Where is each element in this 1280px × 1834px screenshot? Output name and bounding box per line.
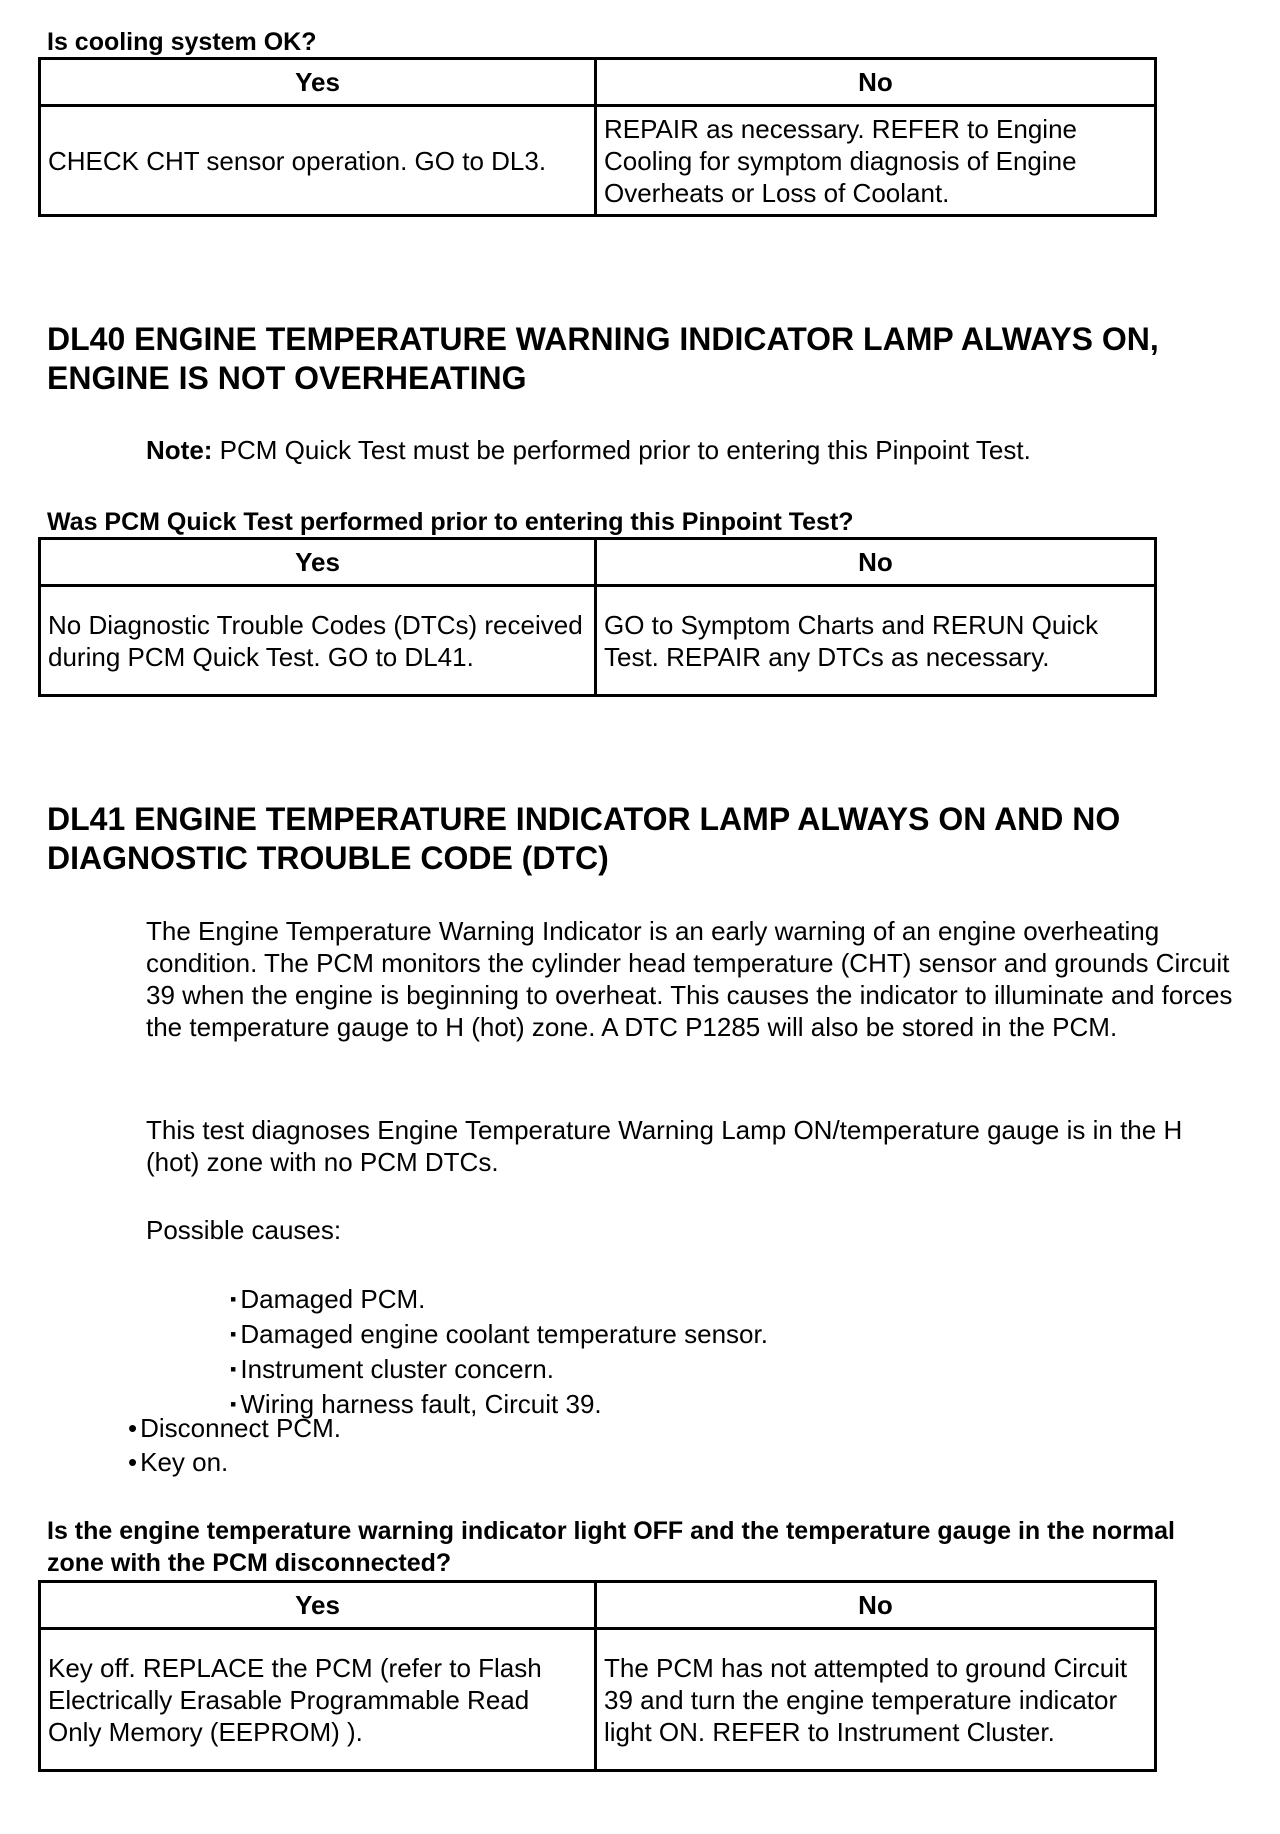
cooling-decision-table	[38, 57, 1157, 217]
possible-causes-list	[230, 1283, 768, 1423]
no-header: No	[596, 59, 1156, 106]
question-cooling-system: Is cooling system OK?	[47, 28, 317, 56]
dl41-heading: DL41 ENGINE TEMPERATURE INDICATOR LAMP ALWAYS ON AND NO DIAGNOSTIC TROUBLE CODE (DTC)	[47, 801, 1121, 876]
indicator-decision-table	[38, 1580, 1157, 1772]
no-action: REPAIR as necessary. REFER to Engine Cooling for symptom diagnosis of Engine Overheats or Loss of Coolant.	[596, 106, 1156, 216]
yes-action: Key off. REPLACE the PCM (refer to Flash Electrically Erasable Programmable Read Only Memory (EEPROM) ).	[40, 1629, 596, 1771]
no-action: The PCM has not attempted to ground Circuit 39 and turn the engine temperature indicator light ON. REFER to Instrument Cluster.	[596, 1629, 1156, 1771]
question-quick-test: Was PCM Quick Test performed prior to entering this Pinpoint Test?	[47, 508, 854, 536]
yes-header: Yes	[40, 1582, 596, 1629]
question-indicator-off: Is the engine temperature warning indicator light OFF and the temperature gauge in the normal zone with the PCM disconnected?	[47, 1517, 1175, 1577]
list-item: ▪ Damaged PCM.	[230, 1283, 768, 1318]
yes-action: CHECK CHT sensor operation. GO to DL3.	[40, 106, 596, 216]
yes-header: Yes	[40, 59, 596, 106]
yes-header: Yes	[40, 539, 596, 586]
quick-test-decision-table	[38, 537, 1157, 697]
possible-causes-label: Possible causes:	[146, 1215, 342, 1245]
note-text: PCM Quick Test must be performed prior to entering this Pinpoint Test.	[212, 435, 1031, 465]
no-header: No	[596, 1582, 1156, 1629]
dl41-description: The Engine Temperature Warning Indicator is an early warning of an engine overheating condition. The PCM monitors the cylinder head temperature (CHT) sensor and grounds Circuit 39 when the engine is beginning to overheat. This causes the indicator to illuminate and forces the temperature gauge to H (hot) zone. A DTC P1285 will also be stored in the PCM.	[146, 916, 1233, 1042]
note-label: Note:	[146, 435, 213, 465]
yes-action: No Diagnostic Trouble Codes (DTCs) received during PCM Quick Test. GO to DL41.	[40, 586, 596, 696]
list-item: ▪ Wiring harness fault, Circuit 39.	[230, 1388, 768, 1423]
no-header: No	[596, 539, 1156, 586]
dl40-note	[146, 434, 1236, 466]
list-item: • Key on.	[128, 1445, 341, 1479]
no-action: GO to Symptom Charts and RERUN Quick Test. REPAIR any DTCs as necessary.	[596, 586, 1156, 696]
list-item: ▪ Damaged engine coolant temperature sensor.	[230, 1318, 768, 1353]
dl41-test-scope: This test diagnoses Engine Temperature Warning Lamp ON/temperature gauge is in the H (hot) zone with no PCM DTCs.	[146, 1115, 1183, 1177]
dl40-heading: DL40 ENGINE TEMPERATURE WARNING INDICATOR LAMP ALWAYS ON, ENGINE IS NOT OVERHEATING	[47, 321, 1159, 396]
list-item: • Disconnect PCM.	[128, 1411, 341, 1445]
list-item: ▪ Instrument cluster concern.	[230, 1353, 768, 1388]
test-steps-list	[128, 1411, 341, 1479]
